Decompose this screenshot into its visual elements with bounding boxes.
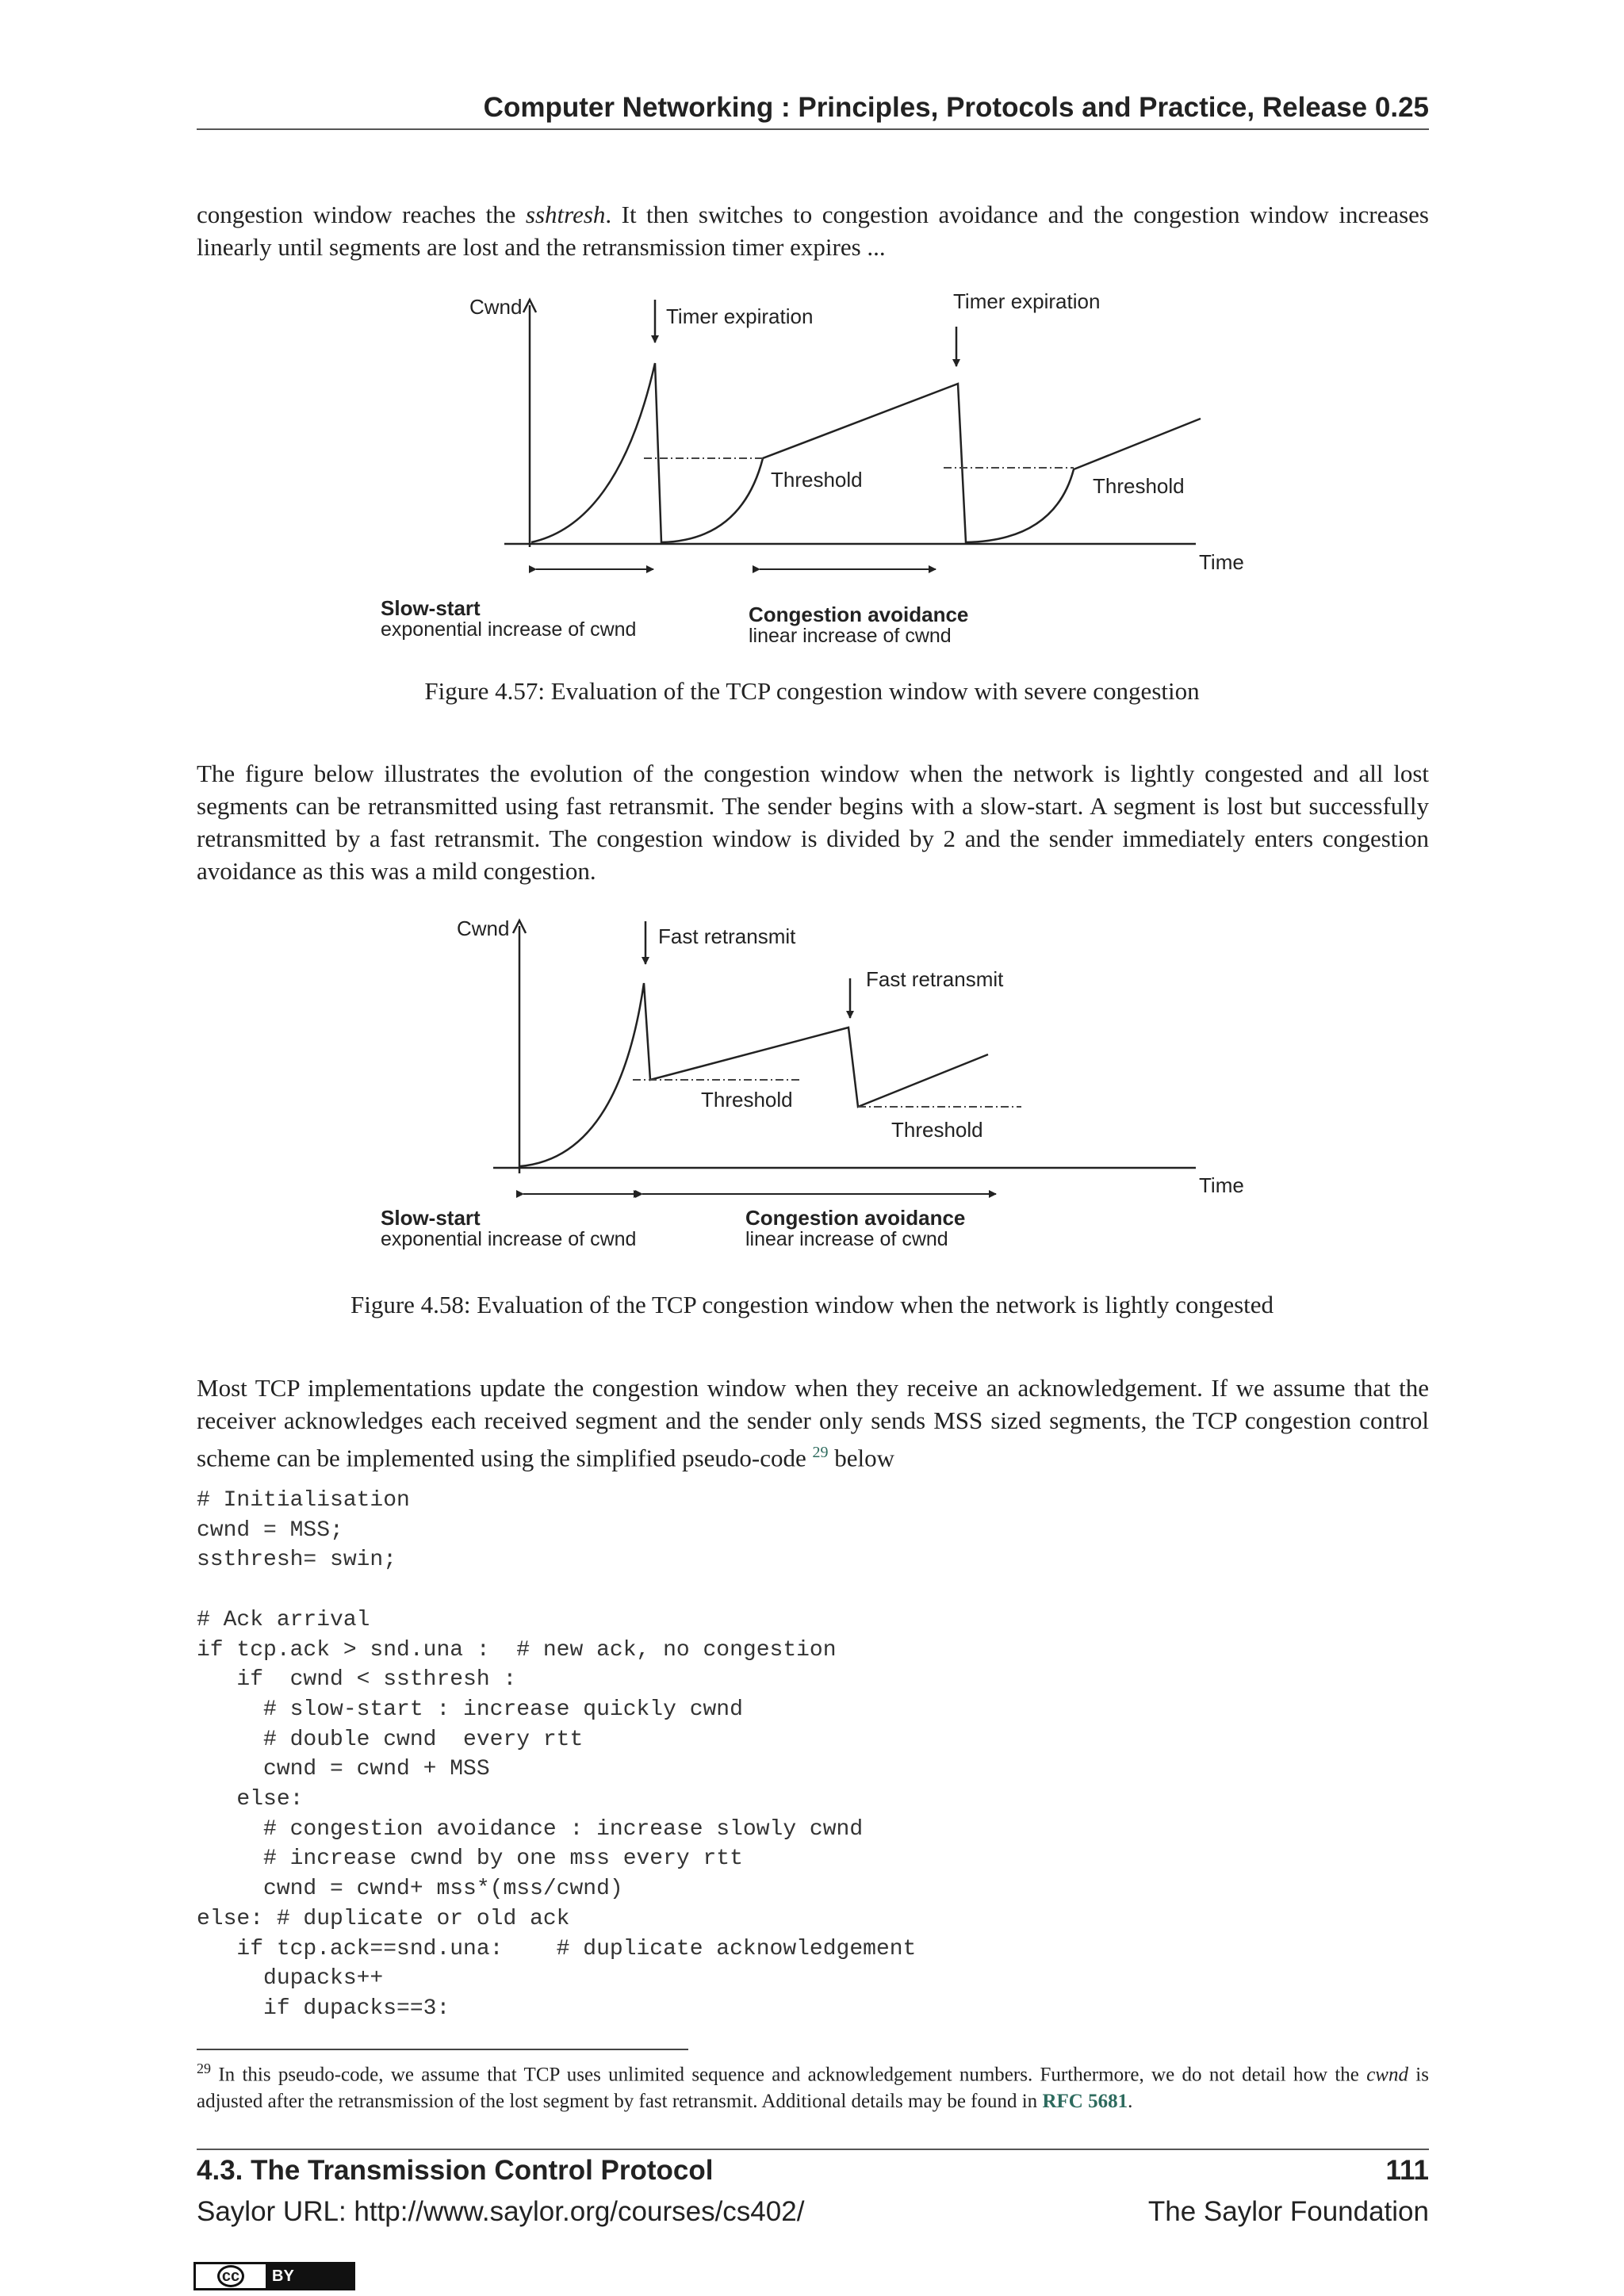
footnote-ref[interactable]: 29 <box>812 1444 829 1461</box>
figure-severe-congestion <box>0 285 1624 666</box>
footer-org: The Saylor Foundation <box>1147 2196 1429 2227</box>
slowstart-sub: exponential increase of cwnd <box>381 1228 637 1250</box>
cwnd-label: Cwnd <box>469 295 523 319</box>
cc-by-license-badge[interactable] <box>193 2262 355 2290</box>
pseudocode-block: # Initialisation cwnd = MSS; ssthresh= swin; # Ack arrival if tcp.ack > snd.una : # new ack, no congestion if cwnd < ssthresh : # slow-start : increase quickly cwnd # double cwnd every rtt cwnd = cwnd + MSS else: # congestion avoidance : increase slowly cwnd # increase cwnd by one mss every rtt cwnd = cwnd+ mss*(mss/cwnd) else: # duplicate or old ack if tcp.ack==snd.una: # duplicate acknowledgement dupacks++ if dupacks==3: <box>197 1488 917 2021</box>
paragraph-light-congestion: The figure below illustrates the evolution of the congestion window when the network is lightly congested and all lost segments can be retransmitted using fast retransmit. The sender begins with a slow-start. A segment is lost but successfully retransmitted by a fast retransmit. The congestion window is divided by 2 and the sender immediately enters congestion avoidance as this was a mild congestion. <box>197 760 1429 885</box>
footnote-rule <box>197 2049 688 2050</box>
slowstart-sub: exponential increase of cwnd <box>381 618 637 641</box>
event-label-1: Timer expiration <box>666 304 814 328</box>
paragraph-pseudocode-intro: Most TCP implementations update the congestion window when they receive an acknowledgement. If we assume that the receiver acknowledges each received segment and the sender only sends MSS sized segments, the TCP congestion control scheme can be implemented using the simplified pseudo-code $^{29}$ below <box>197 1374 1429 1472</box>
cwnd-label: Cwnd <box>457 916 510 940</box>
event-label-1: Fast retransmit <box>658 924 796 948</box>
by-label: BY <box>266 2264 353 2288</box>
threshold-label-2: Threshold <box>1093 474 1185 498</box>
figure-caption-1: Figure 4.57: Evaluation of the TCP congestion window with severe congestion <box>424 677 1200 705</box>
time-label: Time <box>1199 1173 1244 1197</box>
ca-title: Congestion avoidance <box>749 603 969 626</box>
figure-caption-2: Figure 4.58: Evaluation of the TCP congestion window when the network is lightly congested <box>350 1291 1274 1318</box>
figure-light-congestion <box>0 904 1624 1269</box>
slowstart-title: Slow-start <box>381 596 481 620</box>
threshold-label-1: Threshold <box>771 468 863 492</box>
time-label: Time <box>1199 550 1244 574</box>
event-label-2: Timer expiration <box>953 289 1101 313</box>
slowstart-title: Slow-start <box>381 1206 481 1230</box>
footnote: $^{29}$ In this pseudo-code, we assume that TCP uses unlimited sequence and acknowledgement numbers. Furthermore, we do not detail how the cwnd is adjusted after the retransmission of the lost segment by fast retransmit. Additional details may be found in RFC 5681. <box>197 2061 1429 2113</box>
cc-icon: cc <box>217 2265 244 2287</box>
ca-sub: linear increase of cwnd <box>749 625 952 647</box>
threshold-label-2: Threshold <box>891 1118 983 1142</box>
footer-rule <box>197 2149 1429 2150</box>
threshold-label-1: Threshold <box>701 1088 793 1112</box>
footer-page-number: 111 <box>1385 2155 1429 2186</box>
event-label-2: Fast retransmit <box>866 967 1004 991</box>
rfc-link[interactable]: RFC 5681 <box>1042 2091 1128 2113</box>
footer-url[interactable]: Saylor URL: http://www.saylor.org/courses/cs402/ <box>197 2196 805 2227</box>
running-header: Computer Networking : Principles, Protocols and Practice, Release 0.25 <box>483 92 1429 123</box>
ca-sub: linear increase of cwnd <box>745 1228 948 1250</box>
paragraph-intro: congestion window reaches the sshtresh. It then switches to congestion avoidance and the congestion window increases linearly until segments are lost and the retransmission timer expires ... <box>197 201 1429 261</box>
footer-section: 4.3. The Transmission Control Protocol <box>197 2155 714 2186</box>
cwnd-curve <box>531 363 1201 542</box>
ca-title: Congestion avoidance <box>745 1206 966 1230</box>
header-rule <box>197 128 1429 130</box>
